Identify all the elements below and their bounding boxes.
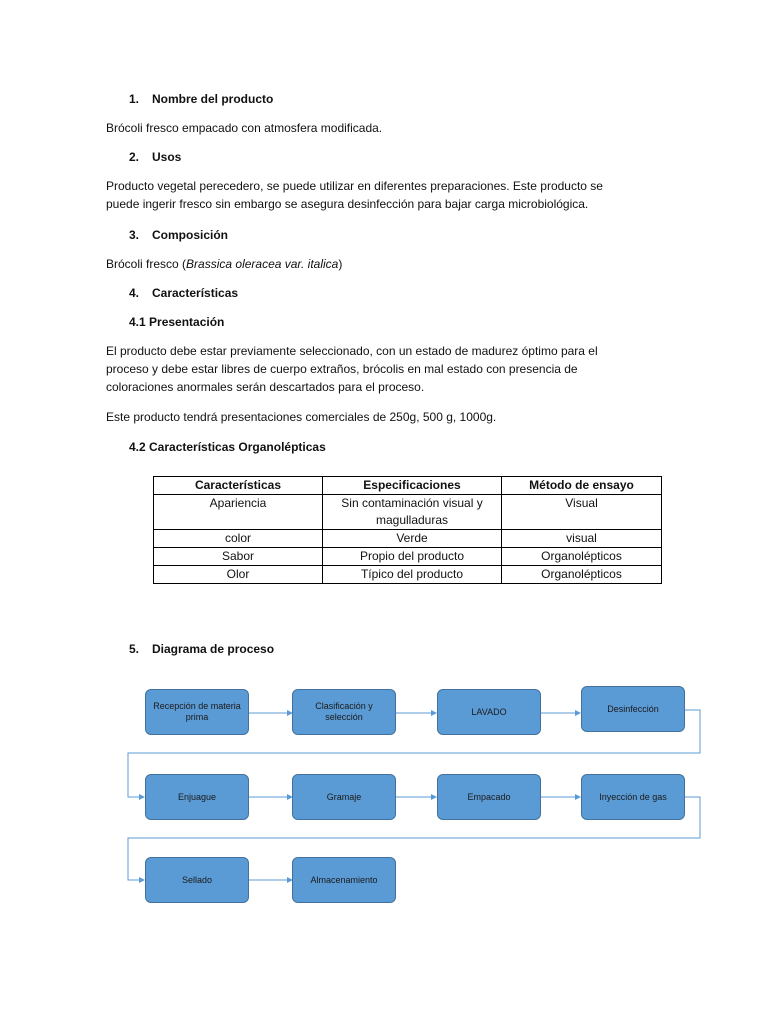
presentation-text-line-2: proceso y debe estar libres de cuerpo extraños, brócolis en mal estado con presencia de <box>106 362 578 376</box>
step-washing: LAVADO <box>437 689 541 735</box>
step-sealing: Sellado <box>145 857 249 903</box>
section-5-heading: 5. Diagrama de proceso <box>129 642 275 656</box>
step-weighing: Gramaje <box>292 774 396 820</box>
section-2-heading: 2. Usos <box>129 150 182 164</box>
step-reception: Recepción de materia prima <box>145 689 249 735</box>
table-cell: Organolépticos <box>502 548 662 566</box>
table-cell: Verde <box>323 530 502 548</box>
uses-text-line-2: puede ingerir fresco sin embargo se asegura desinfección para bajar carga microbiológica. <box>106 197 589 211</box>
step-storage: Almacenamiento <box>292 857 396 903</box>
table-header: Método de ensayo <box>502 477 662 495</box>
uses-text-line-1: Producto vegetal perecedero, se puede utilizar en diferentes preparaciones. Este producto se <box>106 179 603 193</box>
step-rinse: Enjuague <box>145 774 249 820</box>
table-cell: Organolépticos <box>502 566 662 584</box>
table-cell: Sin contaminación visual y magulladuras <box>323 495 502 530</box>
table-cell: Típico del producto <box>323 566 502 584</box>
step-packing: Empacado <box>437 774 541 820</box>
section-3-heading: 3. Composición <box>129 228 229 242</box>
table-cell: visual <box>502 530 662 548</box>
table-cell: Apariencia <box>154 495 323 530</box>
section-4-1-heading: 4.1 Presentación <box>129 315 225 329</box>
product-name-text: Brócoli fresco empacado con atmosfera modificada. <box>106 121 383 135</box>
section-4-2-heading: 4.2 Características Organolépticas <box>129 440 326 454</box>
table-cell: Propio del producto <box>323 548 502 566</box>
table-cell: color <box>154 530 323 548</box>
scientific-name: Brassica oleracea var. italica <box>186 257 339 271</box>
table-header: Especificaciones <box>323 477 502 495</box>
table-cell: Visual <box>502 495 662 530</box>
step-disinfection: Desinfección <box>581 686 685 732</box>
step-gas-injection: Inyección de gas <box>581 774 685 820</box>
presentation-text-line-3: coloraciones anormales serán descartados para el proceso. <box>106 380 425 394</box>
composition-text: Brócoli fresco (Brassica oleracea var. italica) <box>106 257 343 271</box>
table-cell: Sabor <box>154 548 323 566</box>
table-cell: Olor <box>154 566 323 584</box>
presentations-text: Este producto tendrá presentaciones comerciales de 250g, 500 g, 1000g. <box>106 410 497 424</box>
section-4-heading: 4. Características <box>129 286 239 300</box>
step-classification: Clasificación y selección <box>292 689 396 735</box>
section-1-heading: 1. Nombre del producto <box>129 92 274 106</box>
presentation-text-line-1: El producto debe estar previamente seleccionado, con un estado de madurez óptimo para el <box>106 344 598 358</box>
table-header: Características <box>154 477 323 495</box>
